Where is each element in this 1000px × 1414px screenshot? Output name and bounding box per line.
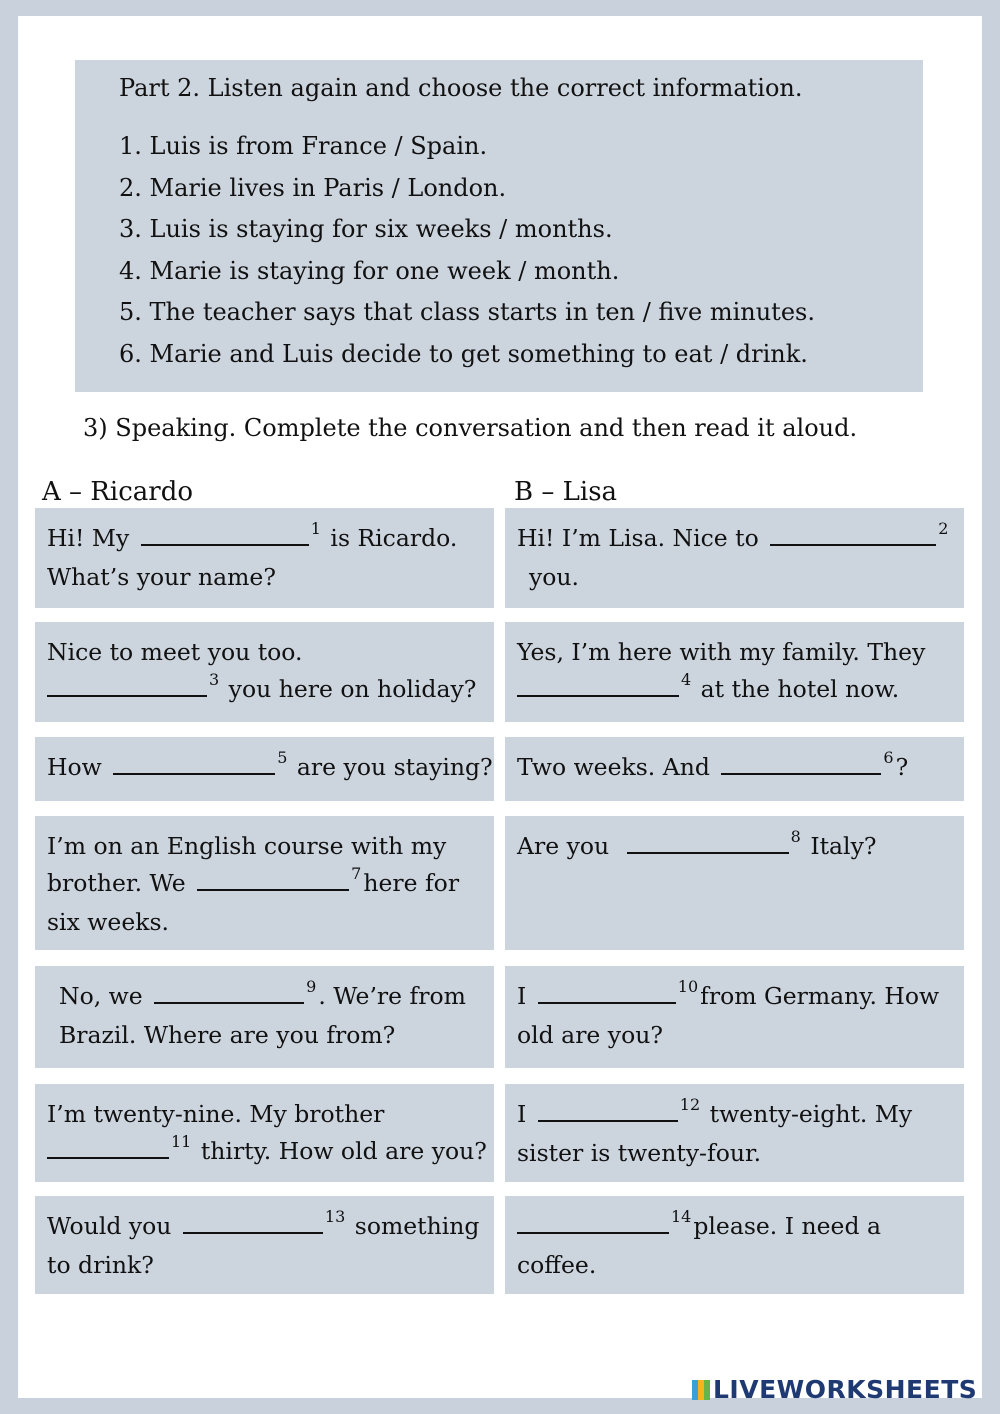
dialogue-text: are you staying? xyxy=(296,753,493,781)
dialogue-box-b1 xyxy=(505,508,964,608)
part2-title: Part 2. Listen again and choose the correct information. xyxy=(119,74,803,102)
answer-blank-1[interactable] xyxy=(141,543,309,546)
answer-blank-5[interactable] xyxy=(113,772,275,775)
dialogue-text: Hi! My xyxy=(47,524,130,552)
dialogue-text: Hi! I’m Lisa. Nice to xyxy=(517,524,759,552)
worksheet-page xyxy=(18,16,982,1398)
dialogue-box-a6 xyxy=(35,1084,494,1182)
dialogue-text: Brazil. Where are you from? xyxy=(59,1021,396,1049)
dialogue-text: coffee. xyxy=(517,1251,597,1279)
dialogue-text: What’s your name? xyxy=(47,563,276,591)
dialogue-text: at the hotel now. xyxy=(700,675,900,703)
blank-number: 11 xyxy=(171,1132,192,1151)
answer-blank-3[interactable] xyxy=(47,694,207,697)
blank-number: 1 xyxy=(310,519,321,538)
dialogue-text: here for xyxy=(363,869,460,897)
dialogue-text: I xyxy=(517,982,527,1010)
dialogue-text: Two weeks. And xyxy=(517,753,710,781)
answer-blank-10[interactable] xyxy=(538,1001,676,1004)
dialogue-text: Would you xyxy=(47,1212,172,1240)
dialogue-text: please. I need a xyxy=(693,1212,881,1240)
part2-item[interactable]: 2. Marie lives in Paris / London. xyxy=(119,173,507,202)
dialogue-text: twenty-eight. My xyxy=(709,1100,913,1128)
part2-list xyxy=(119,126,815,375)
blank-number: 2 xyxy=(938,519,949,538)
part2-item[interactable]: 3. Luis is staying for six weeks / months. xyxy=(119,215,613,243)
answer-blank-13[interactable] xyxy=(183,1231,323,1234)
dialogue-text: Are you xyxy=(517,832,610,860)
dialogue-box-a7 xyxy=(35,1196,494,1294)
dialogue-text: brother. We xyxy=(47,869,186,897)
dialogue-text: something xyxy=(354,1212,480,1240)
dialogue-box-a2 xyxy=(35,622,494,722)
dialogue-text: you here on holiday? xyxy=(228,675,477,703)
dialogue-text: ? xyxy=(895,753,909,781)
dialogue-box-a4 xyxy=(35,816,494,950)
blank-number: 3 xyxy=(209,670,220,689)
dialogue-text: No, we xyxy=(59,982,143,1010)
dialogue-text: thirty. How old are you? xyxy=(200,1137,487,1165)
dialogue-text: is Ricardo. xyxy=(330,524,458,552)
dialogue-box-b5 xyxy=(505,966,964,1068)
answer-blank-7[interactable] xyxy=(197,888,349,891)
speaking-instruction: 3) Speaking. Complete the conversation and then read it aloud. xyxy=(83,414,858,442)
part2-panel xyxy=(75,60,923,392)
part2-item[interactable]: 1. Luis is from France / Spain. xyxy=(119,132,488,160)
dialogue-box-b6 xyxy=(505,1084,964,1182)
part2-item[interactable]: 5. The teacher says that class starts in ten / five minutes. xyxy=(119,298,815,326)
answer-blank-8[interactable] xyxy=(627,851,789,854)
dialogue-text: old are you? xyxy=(517,1021,663,1049)
dialogue-text: How xyxy=(47,753,102,781)
dialogue-box-a3 xyxy=(35,737,494,801)
blank-number: 12 xyxy=(679,1095,701,1114)
blank-number: 8 xyxy=(790,827,801,846)
dialogue-box-b7 xyxy=(505,1196,964,1294)
blank-number: 5 xyxy=(277,748,288,767)
answer-blank-6[interactable] xyxy=(721,772,881,775)
dialogue-text: I’m twenty-nine. My brother xyxy=(47,1100,385,1128)
dialogue-box-a5 xyxy=(35,966,494,1068)
dialogue-box-b3 xyxy=(505,737,964,801)
answer-blank-14[interactable] xyxy=(517,1231,669,1234)
blank-number: 10 xyxy=(677,977,699,996)
dialogue-text: I xyxy=(517,1100,527,1128)
part2-item[interactable]: 6. Marie and Luis decide to get something to eat / drink. xyxy=(119,339,808,368)
blank-number: 6 xyxy=(883,748,894,767)
liveworksheets-logo xyxy=(692,1377,977,1403)
blank-number: 7 xyxy=(351,864,362,883)
answer-blank-9[interactable] xyxy=(154,1001,304,1004)
column-heading-ricardo: A – Ricardo xyxy=(42,477,193,507)
dialogue-text: from Germany. How xyxy=(700,982,940,1010)
dialogue-text: . We’re from xyxy=(318,982,466,1010)
blank-number: 13 xyxy=(324,1207,346,1226)
dialogue-text: Nice to meet you too. xyxy=(47,638,303,666)
dialogue-box-b4 xyxy=(505,816,964,950)
dialogue-text: six weeks. xyxy=(47,908,169,936)
liveworksheets-logo-icon xyxy=(692,1380,710,1400)
blank-number: 4 xyxy=(681,670,692,689)
answer-blank-2[interactable] xyxy=(770,543,936,546)
blank-number: 9 xyxy=(306,977,317,996)
answer-blank-4[interactable] xyxy=(517,694,679,697)
dialogue-text: to drink? xyxy=(47,1251,154,1279)
column-heading-lisa: B – Lisa xyxy=(514,477,618,507)
blank-number: 14 xyxy=(671,1207,692,1226)
logo-text: LIVEWORKSHEETS xyxy=(713,1375,978,1404)
dialogue-text: Italy? xyxy=(810,832,877,860)
dialogue-box-b2 xyxy=(505,622,964,722)
dialogue-text: I’m on an English course with my xyxy=(47,832,447,860)
dialogue-text: Yes, I’m here with my family. They xyxy=(517,638,926,666)
answer-blank-11[interactable] xyxy=(47,1156,169,1159)
dialogue-text: sister is twenty-four. xyxy=(517,1139,762,1167)
dialogue-box-a1 xyxy=(35,508,494,608)
part2-item[interactable]: 4. Marie is staying for one week / month. xyxy=(119,256,620,285)
answer-blank-12[interactable] xyxy=(538,1119,678,1122)
dialogue-text: you. xyxy=(529,563,580,591)
